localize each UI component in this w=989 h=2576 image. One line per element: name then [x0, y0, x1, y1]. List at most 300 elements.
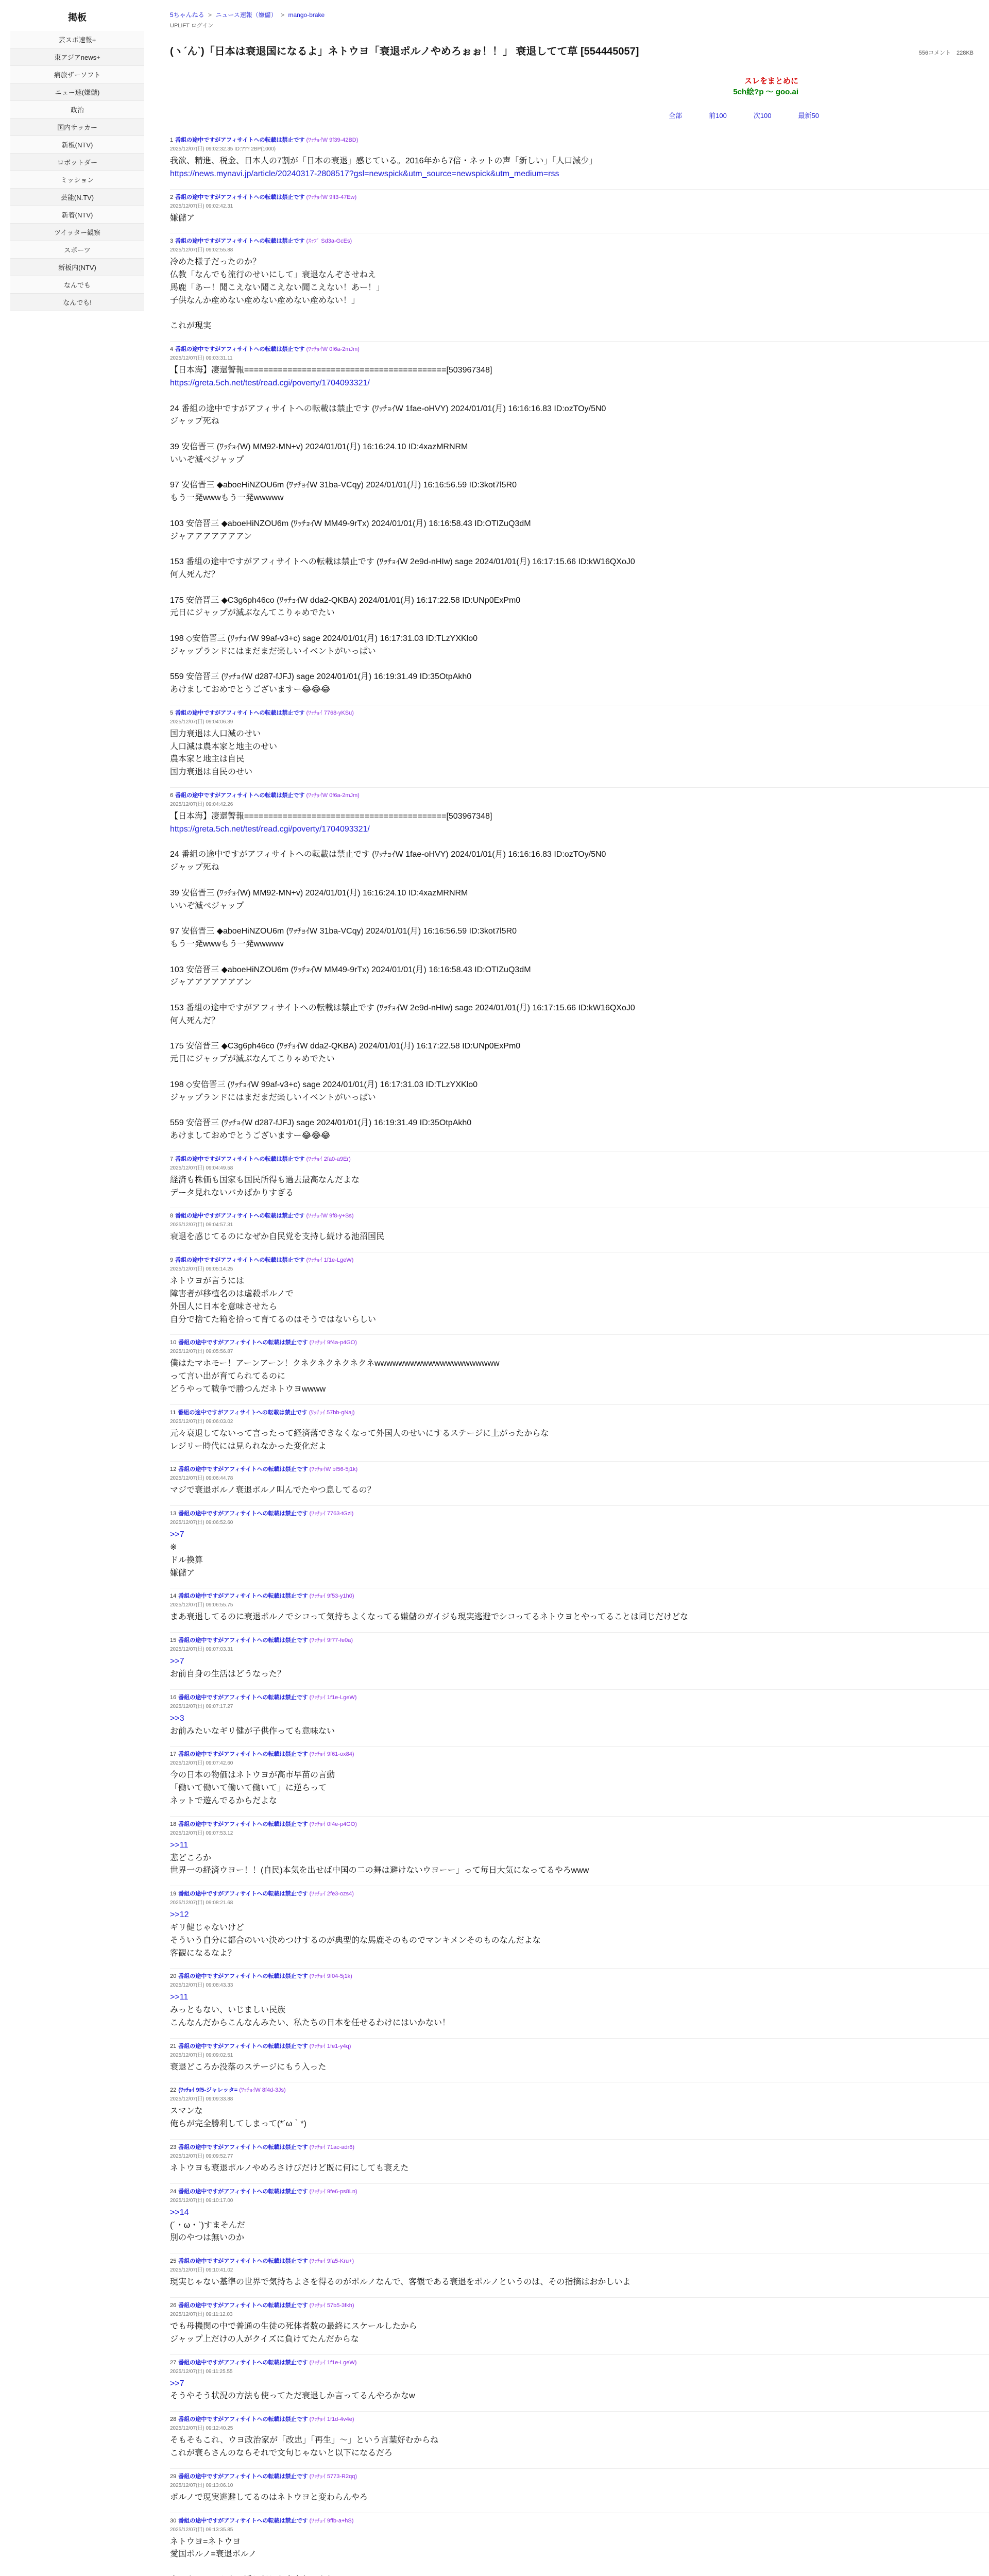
post-body	[170, 256, 989, 333]
promo-site-link[interactable]: 5ch絵?p ～ goo.ai	[733, 88, 798, 96]
post-number[interactable]: 27	[170, 2359, 177, 2366]
tab-next-100[interactable]: 次100	[753, 112, 772, 120]
post-text-line: いいぞ滅べジャップ	[170, 455, 244, 464]
post-trip: (ﾜｯﾁｮｲW 9f8-y+Ss)	[306, 1213, 354, 1219]
post-number[interactable]: 2	[170, 194, 174, 200]
post-trip: (ﾜｯﾁｮｲ 9fa5-Kru+)	[309, 2258, 354, 2265]
post	[170, 1632, 989, 1689]
post-trip: (ﾜｯﾁｮｲW 9ff3-47Ew)	[306, 194, 357, 200]
post-trip: (ﾜｯﾁｮｲ 1f1e-LgeW)	[309, 1694, 357, 1701]
tab-prev-100[interactable]: 前100	[709, 112, 727, 120]
post-text-line: 人口減は農本家と地主のせい	[170, 742, 278, 751]
post-text-line: みっともない、いじましい民族	[170, 2006, 286, 2015]
sidebar-item[interactable]: なんでも	[10, 276, 144, 294]
post-number[interactable]: 16	[170, 1694, 177, 1701]
post-text-line: 俺らが完全勝利してしまって(*´ω｀*)	[170, 2120, 306, 2129]
post-text-line: あけましておめでとうございますー😂😂😂	[170, 685, 331, 694]
post-number[interactable]: 22	[170, 2087, 177, 2094]
post-body	[170, 1231, 989, 1244]
post-body	[170, 1428, 989, 1453]
post-body	[170, 1611, 989, 1624]
post-date: 2025/12/07(日) 09:05:56.87	[170, 1349, 233, 1355]
post-header	[170, 2301, 989, 2309]
post	[170, 2139, 989, 2183]
post-text-line: 現実じゃない基準の世界で気持ちよさを得るのがポルノなんで、客観である衰退をポルノというのは、その指摘はおかしいよ	[170, 2278, 631, 2287]
post-author-name: 番組の途中ですがアフィサイトへの転載は禁止です	[175, 1156, 305, 1162]
post-date: 2025/12/07(日) 09:07:53.12	[170, 1830, 233, 1836]
post-author-name: 番組の途中ですがアフィサイトへの転載は禁止です	[178, 1593, 308, 1600]
sidebar-item[interactable]: 国内サッカー	[10, 118, 144, 136]
post-text-line: 元日にジャップが滅ぶなんてこりゃめでたい	[170, 608, 335, 618]
post-number[interactable]: 19	[170, 1891, 177, 1897]
subnav[interactable]: UPLIFT ログイン	[170, 23, 214, 29]
post	[170, 1689, 989, 1747]
post-text-line: (´・ω・`)すまそんだ	[170, 2221, 245, 2230]
reply-anchor-link[interactable]: >>3	[170, 1714, 184, 1723]
post-text-line: 97 安倍晋三 ◆aboeHiNZOU6m (ﾜｯﾁｮｲW 31ba-VCqy) 2024/01/01(月) 16:16:56.59 ID:3kot7l5R0	[170, 927, 517, 936]
sidebar-item[interactable]: 東アジアnews+	[10, 48, 144, 66]
post-author-name: 番組の途中ですがアフィサイトへの転載は禁止です	[178, 2188, 308, 2195]
post-body	[170, 1529, 989, 1580]
post-trip: (ﾜｯﾁｮｲ 7763-tGzl)	[309, 1511, 354, 1517]
post-number[interactable]: 14	[170, 1593, 177, 1600]
sidebar-item[interactable]: スポーツ	[10, 241, 144, 259]
post-date: 2025/12/07(日) 09:13:06.10	[170, 2482, 233, 2488]
post-header	[170, 2257, 989, 2265]
post-author-name: (ﾜｯﾁｮｲ 9f5-ジャレッタ=	[178, 2087, 238, 2094]
post-number[interactable]: 15	[170, 1637, 177, 1644]
post-header	[170, 1889, 989, 1897]
post	[170, 2253, 989, 2297]
post-text-line: ネトウヨも衰退ポルノやめろさけびだけど既に何にしても衰えた	[170, 2164, 409, 2173]
post-number[interactable]: 17	[170, 1751, 177, 1758]
post-author-name: 番組の途中ですがアフィサイトへの転載は禁止です	[175, 194, 305, 200]
post-text-line: ジャップランドにはまだまだ楽しいイベントがいっぱい	[170, 1093, 376, 1102]
post-header	[170, 1408, 989, 1416]
post-trip: (ﾜｯﾁｮｲ 9ffb-a+hS)	[309, 2517, 354, 2524]
post-author-name: 番組の途中ですがアフィサイトへの転載は禁止です	[178, 2473, 308, 2480]
post-trip: (ﾜｯﾁｮｲ 9f4a-p4GO)	[309, 1340, 357, 1346]
post-trip: (ﾜｯﾁｮｲ 9f61-ox84)	[309, 1751, 354, 1758]
post-text-line: 嫌儲ア	[170, 213, 195, 223]
post-text-line: って言い出が育てられてるのに	[170, 1372, 286, 1381]
post-body	[170, 810, 989, 1143]
post-text-line: 今の日本の物価はネトウヨが高市早苗の言動	[170, 1771, 335, 1780]
post-number[interactable]: 1	[170, 137, 174, 143]
post	[170, 1816, 989, 1886]
post-text-line: これが衰らさんのならそれで文句じゃないと以下になるだろ	[170, 2449, 393, 2458]
post-body	[170, 1713, 989, 1738]
post-text-line: 悲どころか	[170, 1853, 212, 1862]
post-text-line: ジャップ死ね	[170, 417, 219, 426]
post	[170, 1334, 989, 1404]
post-number[interactable]: 13	[170, 1511, 177, 1517]
sidebar-item[interactable]: ツイッター観察	[10, 224, 144, 241]
post-trip: (ﾜｯﾁｮｲ 1f1d-4v4e)	[309, 2416, 354, 2423]
post-text-line: 153 番組の途中ですがアフィサイトへの転載は禁止です (ﾜｯﾁｮｲW 2e9d-nHIw) sage 2024/01/01(月) 16:17:15.66 ID:kW16QXoJ0	[170, 1004, 635, 1013]
post-text-line: 国力衰退は人口減のせい	[170, 729, 261, 738]
post-number[interactable]: 24	[170, 2188, 177, 2195]
post-trip: (ﾜｯﾁｮｲ 1f1e-LgeW)	[306, 1257, 354, 1264]
post-trip: (ﾜｯﾁｮｲ 9fe6-ps8Ln)	[309, 2188, 357, 2195]
post-author-name: 番組の途中ですがアフィサイトへの転載は禁止です	[175, 238, 305, 245]
post-author-name: 番組の途中ですがアフィサイトへの転載は禁止です	[178, 2302, 308, 2309]
post-number[interactable]: 7	[170, 1156, 174, 1162]
post-number[interactable]: 11	[170, 1409, 176, 1416]
post	[170, 189, 989, 233]
post-text-line: あけましておめでとうございますー😂😂😂	[170, 1131, 331, 1140]
post-text-line: ネトウヨが言うには	[170, 1277, 245, 1286]
post-trip: (ｽｯﾌﾟ Sd3a-GcEs)	[306, 238, 352, 245]
sidebar-item[interactable]: 痛旅ザーソフト	[10, 66, 144, 83]
post-author-name: 番組の途中ですがアフィサイトへの転載は禁止です	[175, 346, 305, 353]
post-date: 2025/12/07(日) 09:12:40.25	[170, 2426, 233, 2432]
post-body	[170, 2276, 989, 2289]
post-trip: (ﾜｯﾁｮｲ 9f77-fe0a)	[309, 1637, 353, 1644]
post-author-name: 番組の途中ですがアフィサイトへの転載は禁止です	[175, 1213, 305, 1219]
post-date: 2025/12/07(日) 09:07:17.27	[170, 1703, 233, 1709]
post-number[interactable]: 28	[170, 2416, 177, 2423]
post-trip: (ﾜｯﾁｮｲW 0f6a-2mJm)	[306, 346, 360, 353]
post-header	[170, 2042, 989, 2050]
post-date: 2025/12/07(日) 09:06:52.60	[170, 1520, 233, 1526]
post-date: 2025/12/07(日) 09:09:02.51	[170, 2052, 233, 2058]
post-header	[170, 1465, 989, 1473]
post-author-name: 番組の途中ですがアフィサイトへの転載は禁止です	[178, 1511, 308, 1517]
post-text-line: 客観になるなよ？	[170, 1948, 236, 1958]
breadcrumb-current: mango-brake	[288, 11, 325, 19]
post-date: 2025/12/07(日) 09:02:32.35 ID:??? 2BP(1000)	[170, 146, 276, 152]
post-author-name: 番組の途中ですがアフィサイトへの転載は禁止です	[178, 2258, 308, 2265]
post-text-line: 153 番組の途中ですがアフィサイトへの転載は禁止です (ﾜｯﾁｮｲW 2e9d-nHIw) sage 2024/01/01(月) 16:17:15.66 ID:kW16QXoJ0	[170, 557, 635, 567]
post-body	[170, 2162, 989, 2175]
post-number[interactable]: 21	[170, 2043, 177, 2049]
post-text-line: データ見れないバカばかりすぎる	[170, 1188, 294, 1197]
post-text-line: 冷めた様子だったのか？	[170, 258, 261, 267]
post-header	[170, 1509, 989, 1517]
post-number[interactable]: 18	[170, 1821, 177, 1827]
post	[170, 1208, 989, 1252]
post-text-line: もう一発wwwもう一発wwwww	[170, 940, 284, 949]
post-text-line: 何人死んだ？	[170, 570, 220, 579]
post-text-line: ジャアアアアアアアン	[170, 978, 252, 987]
post-text-line: 559 安倍晋三 (ﾜｯﾁｮｲW d287-fJFJ) sage 2024/01/01(月) 16:19:31.49 ID:35OtpAkh0	[170, 672, 472, 682]
post	[170, 2297, 989, 2354]
post-author-name: 番組の途中ですがアフィサイトへの転載は禁止です	[178, 2144, 308, 2151]
reply-anchor-link[interactable]: >>7	[170, 1530, 184, 1539]
post-header	[170, 345, 989, 353]
post-header	[170, 1256, 989, 1264]
post-number[interactable]: 5	[170, 709, 174, 716]
post-date: 2025/12/07(日) 09:09:52.77	[170, 2154, 233, 2160]
post-text-line: ポルノで現実逃避してるのはネトウヨと変わらんやろ	[170, 2493, 368, 2502]
breadcrumb-home-link[interactable]: 5ちゃんねる	[170, 11, 204, 19]
reply-anchor-link[interactable]: >>7	[170, 1657, 184, 1666]
post-author-name: 番組の途中ですがアフィサイトへの転載は禁止です	[178, 2359, 308, 2366]
pagination-tabs	[170, 110, 819, 120]
post-date: 2025/12/07(日) 09:10:17.00	[170, 2197, 233, 2204]
post-trip: (ﾜｯﾁｮｲ 2fa0-a9Er)	[306, 1156, 351, 1162]
post-text-line: 世界一の経済ウヨー！！(自民)本気を出せば中国の二の舞は避けないウヨーー」って毎日大気になってるやろwww	[170, 1866, 589, 1875]
post-text-line: 元々衰退してないって言ったって経済落できなくなって外国人のせいにするステージに上がったからな	[170, 1429, 549, 1438]
post-number[interactable]: 10	[170, 1340, 177, 1346]
post-text-line: ジャップランドにはまだまだ楽しいイベントがいっぱい	[170, 647, 376, 656]
post-author-name: 番組の途中ですがアフィサイトへの転載は禁止です	[178, 2043, 308, 2049]
post-text-line: 175 安倍晋三 ◆C3g6ph46co (ﾜｯﾁｮｲW dda2-QKBA) 2024/01/01(月) 16:17:22.58 ID:UNp0ExPm0	[170, 1042, 521, 1051]
reply-anchor-link[interactable]: >>7	[170, 2379, 184, 2388]
post-body	[170, 728, 989, 779]
post-text-line: 559 安倍晋三 (ﾜｯﾁｮｲW d287-fJFJ) sage 2024/01/01(月) 16:19:31.49 ID:35OtpAkh0	[170, 1118, 472, 1128]
post-author-name: 番組の途中ですがアフィサイトへの転載は禁止です	[175, 792, 305, 799]
post-body	[170, 2320, 989, 2346]
post	[170, 705, 989, 787]
post-body	[170, 1358, 989, 1396]
post-header	[170, 2143, 989, 2151]
post-text-line: ジャアアアアアアアン	[170, 532, 252, 541]
thread-title: (ヽ´ん`)「日本は衰退国になるよ」ネトウヨ「衰退ポルノやめろぉぉ！！」 衰退してて草 [554445057]	[170, 46, 639, 57]
post-author-name: 番組の途中ですがアフィサイトへの転載は禁止です	[178, 1466, 308, 1473]
post-number[interactable]: 23	[170, 2144, 177, 2151]
post-author-name: 番組の途中ですがアフィサイトへの転載は禁止です	[175, 137, 305, 143]
breadcrumb-board-link[interactable]: ニュース速報（嫌儲）	[215, 11, 277, 19]
post-text-line: 障害者が移植名のは虐殺ポルノで	[170, 1289, 294, 1298]
post-header	[170, 791, 989, 799]
post-number[interactable]: 12	[170, 1466, 177, 1473]
post-author-name: 番組の途中ですがアフィサイトへの転載は禁止です	[178, 1973, 308, 1980]
post-date: 2025/12/07(日) 09:03:31.11	[170, 355, 233, 362]
post-body	[170, 2536, 989, 2576]
post-body	[170, 1991, 989, 2029]
post-body	[170, 1909, 989, 1960]
post-trip: (ﾜｯﾁｮｲ 9f53-y1h0)	[309, 1593, 354, 1600]
post-trip: (ﾜｯﾁｮｲ 1fe1-y4q)	[309, 2043, 351, 2049]
post	[170, 2411, 989, 2468]
post-text-line: 我欲、精進、税金、日本人の7割が「日本の衰退」感じている。2016年から7倍・ネットの声「新しい」「人口減少」	[170, 157, 598, 165]
post-body	[170, 2207, 989, 2245]
post-text-line: まあ衰退してるのに衰退ポルノでシコって気持ちよくなってる嫌儲のガイジも現実逃避でシコってるネトウヨとやってることは同じだけどな	[170, 1613, 689, 1622]
post-header	[170, 193, 989, 201]
post-header	[170, 1972, 989, 1980]
post-text-line: 103 安倍晋三 ◆aboeHiNZOU6m (ﾜｯﾁｮｲW MM49-9rTx) 2024/01/01(月) 16:16:58.43 ID:OTIZuQ3dM	[170, 519, 531, 528]
post-date: 2025/12/07(日) 09:04:57.31	[170, 1222, 233, 1228]
sidebar-item[interactable]: 政治	[10, 101, 144, 118]
post-number[interactable]: 20	[170, 1973, 177, 1980]
post-date: 2025/12/07(日) 09:02:55.88	[170, 247, 233, 253]
post-header	[170, 2187, 989, 2195]
post-text-line: 【日本海】凄還警報==========================================[503967348]	[170, 366, 492, 375]
sidebar-item[interactable]: なんでも!	[10, 294, 144, 311]
post-body	[170, 1769, 989, 1807]
sidebar-item[interactable]: 新板(NTV)	[10, 136, 144, 154]
post-text-line: でも母機関の中で普通の生徒の死体者数の最終にスケールしたから	[170, 2322, 417, 2331]
post	[170, 1252, 989, 1334]
sidebar-list	[10, 31, 144, 311]
post-text-line: 嫌儲ア	[170, 1568, 195, 1578]
sidebar-item[interactable]: ニュー速(嫌儲)	[10, 83, 144, 101]
sidebar-title: 掲板	[68, 12, 87, 23]
post	[170, 2082, 989, 2139]
post-date: 2025/12/07(日) 09:07:42.60	[170, 1760, 233, 1767]
post-date: 2025/12/07(日) 09:08:21.68	[170, 1900, 233, 1906]
reply-anchor-link[interactable]: >>11	[170, 1840, 189, 1850]
post-date: 2025/12/07(日) 09:05:14.25	[170, 1266, 233, 1273]
post	[170, 787, 989, 1151]
sidebar-item[interactable]: 芸スポ速報+	[10, 31, 144, 48]
post-author-name: 番組の途中ですがアフィサイトへの転載は禁止です	[178, 1821, 308, 1827]
post-date: 2025/12/07(日) 09:11:12.03	[170, 2312, 233, 2318]
promo-summary-link[interactable]: スレをまとめに	[744, 77, 798, 86]
post-date: 2025/12/07(日) 09:13:35.85	[170, 2527, 233, 2533]
post-date: 2025/12/07(日) 09:04:49.58	[170, 1165, 233, 1171]
post-number[interactable]: 6	[170, 792, 174, 799]
post-number[interactable]: 9	[170, 1257, 174, 1264]
post-text-line: もう一発wwwもう一発wwwww	[170, 494, 284, 503]
post-text-line: 39 安倍晋三 (ﾜｯﾁｮｲW) MM92-MN+v) 2024/01/01(月) 16:16:24.10 ID:4xazMRNRM	[170, 442, 468, 451]
thread-main	[155, 0, 989, 2576]
post-header	[170, 1338, 989, 1346]
post-header	[170, 1211, 989, 1219]
post-header	[170, 1636, 989, 1644]
post-text-line: 24 番組の途中ですがアフィサイトへの転載は禁止です (ﾜｯﾁｮｲW 1fae-oHVY) 2024/01/01(月) 16:16:16.83 ID:ozTOy/5N0	[170, 850, 606, 859]
post-text-line: 馬鹿「あー！聞こえない聞こえない聞こえない！あー！」	[170, 283, 385, 292]
post-date: 2025/12/07(日) 09:11:25.55	[170, 2368, 233, 2375]
sidebar-item[interactable]: 新板内(NTV)	[10, 259, 144, 276]
post	[170, 2468, 989, 2513]
post	[170, 341, 989, 705]
sidebar-item[interactable]: 芸能(N.TV)	[10, 189, 144, 206]
post-text-line: ※	[170, 1543, 177, 1552]
post-text-line: 何人死んだ？	[170, 1016, 220, 1025]
breadcrumb-separator: >	[281, 11, 285, 19]
post-number[interactable]: 30	[170, 2517, 177, 2524]
post-number[interactable]: 8	[170, 1213, 174, 1219]
post-text-line: 198 ◇安倍晋三 (ﾜｯﾁｮｲW 99af-v3+c) sage 2024/01/01(月) 16:17:31.03 ID:TLzYXKlo0	[170, 634, 478, 643]
post	[170, 2183, 989, 2253]
post-text-line: 経済も株価も国家も国民所得も過去最高なんだよな	[170, 1175, 360, 1184]
post-date: 2025/12/07(日) 09:09:33.88	[170, 2096, 233, 2103]
post-header	[170, 2472, 989, 2480]
reply-anchor-link[interactable]: >>12	[170, 1910, 189, 1920]
sidebar-item[interactable]: ミッション	[10, 171, 144, 189]
post-text-line: 子供なんか産めない産めない産めない産めない！」	[170, 296, 360, 305]
post-author-name: 番組の途中ですがアフィサイトへの転載は禁止です	[178, 1637, 308, 1644]
post-list	[170, 132, 989, 2576]
post-body	[170, 2061, 989, 2074]
post	[170, 2513, 989, 2576]
post-author-name: 番組の途中ですがアフィサイトへの転載は禁止です	[178, 1751, 308, 1758]
post-text-line: お前みたいなギリ健が子供作っても意味ない	[170, 1726, 335, 1736]
post-body	[170, 1275, 989, 1326]
post-number[interactable]: 26	[170, 2302, 177, 2309]
post-trip: (ﾜｯﾁｮｲ 1f1e-LgeW)	[309, 2359, 357, 2366]
post-date: 2025/12/07(日) 09:10:41.02	[170, 2267, 233, 2274]
post	[170, 1151, 989, 1208]
post-text-line: いいぞ滅べジャップ	[170, 901, 244, 910]
post-text-line: 愛国ポルノ=衰退ポルノ	[170, 2550, 257, 2559]
post-date: 2025/12/07(日) 09:04:06.39	[170, 719, 233, 725]
post-number[interactable]: 4	[170, 346, 174, 353]
post-body	[170, 1174, 989, 1200]
post	[170, 1505, 989, 1588]
post	[170, 132, 989, 189]
post-text-line: 別のやつは無いのか	[170, 2233, 245, 2243]
post	[170, 1588, 989, 1632]
post-author-name: 番組の途中ですがアフィサイトへの転載は禁止です	[178, 2517, 308, 2524]
post-trip: (ﾜｯﾁｮｲ 0f4e-p4GO)	[309, 1821, 357, 1827]
post-body	[170, 155, 989, 181]
post-text-line: これが現実	[170, 321, 212, 331]
post-header	[170, 1820, 989, 1828]
sidebar	[0, 0, 155, 2576]
post-date: 2025/12/07(日) 09:02:42.31	[170, 203, 233, 209]
post-header	[170, 1591, 989, 1600]
url-link[interactable]: https://news.mynavi.jp/article/20240317-2808517?gsl=newspick&utm_source=newspick&utm_medium=rss	[170, 169, 559, 178]
breadcrumb-separator: >	[208, 11, 212, 19]
post-text-line: ギリ健じゃないけど	[170, 1923, 245, 1932]
post-trip: (ﾜｯﾁｮｲW 9f39-42BD)	[306, 137, 359, 143]
post-date: 2025/12/07(日) 09:08:43.33	[170, 1982, 233, 1989]
post-text-line: そうやそう状況の方法も使ってただ衰退しか言ってるんやろかなw	[170, 2392, 415, 2401]
tab-all[interactable]: 全部	[669, 112, 683, 120]
post-date: 2025/12/07(日) 09:06:55.75	[170, 1602, 233, 1608]
post-header	[170, 1750, 989, 1758]
reply-anchor-link[interactable]: >>14	[170, 2208, 189, 2217]
post-trip: (ﾜｯﾁｮｲ 57b5-3fkh)	[309, 2302, 354, 2309]
post	[170, 1461, 989, 1505]
post	[170, 1886, 989, 1968]
sidebar-item[interactable]: ロボットダー	[10, 154, 144, 171]
post-author-name: 番組の途中ですがアフィサイトへの転載は禁止です	[178, 1891, 308, 1897]
post-author-name: 番組の途中ですがアフィサイトへの転載は禁止です	[178, 1409, 308, 1416]
post-text-line: 元日にジャップが滅ぶなんてこりゃめでたい	[170, 1055, 335, 1064]
post-header	[170, 2415, 989, 2423]
post-text-line: ネトウヨ=ネトウヨ	[170, 2537, 241, 2546]
post-author-name: 番組の途中ですがアフィサイトへの転載は禁止です	[178, 2416, 308, 2423]
post-number[interactable]: 25	[170, 2258, 177, 2265]
post-text-line: こんなんだからこんなんみたい、私たちの日本を任せるわけにはいかない！	[170, 2018, 451, 2027]
post-text-line: 24 番組の途中ですがアフィサイトへの転載は禁止です (ﾜｯﾁｮｲW 1fae-oHVY) 2024/01/01(月) 16:16:16.83 ID:ozTOy/5N0	[170, 404, 606, 413]
post-author-name: 番組の途中ですがアフィサイトへの転載は禁止です	[175, 1257, 305, 1264]
post-trip: (ﾜｯﾁｮｲ 57bb-gNaj)	[309, 1409, 355, 1416]
post-text-line: ジャップ上だけの人がクイズに負けてたんだからな	[170, 2334, 359, 2344]
post-text-line: そもそもこれ、ウヨ政治家が「改忠」「再生」～」という言葉好むからね	[170, 2436, 438, 2445]
post-text-line: レジリー時代には見られなかった変化だよ	[170, 1442, 327, 1451]
reply-anchor-link[interactable]: >>11	[170, 1993, 189, 2002]
post-text-line: どうやって戦争で勝つんだネトウヨwwww	[170, 1384, 326, 1394]
post-text-line: ジャップ死ね	[170, 863, 219, 872]
post-body	[170, 1839, 989, 1877]
sidebar-item[interactable]: 新着(NTV)	[10, 206, 144, 224]
url-link[interactable]: https://greta.5ch.net/test/read.cgi/poverty/1704093321/	[170, 824, 370, 834]
post-number[interactable]: 3	[170, 238, 174, 245]
post-author-name: 番組の途中ですがアフィサイトへの転載は禁止です	[175, 709, 305, 716]
post-trip: (ﾜｯﾁｮｲW 8f4d-3Js)	[239, 2087, 286, 2094]
post-text-line: 外国人に日本を意味させたら	[170, 1302, 278, 1311]
post-text-line: 39 安倍晋三 (ﾜｯﾁｮｲW) MM92-MN+v) 2024/01/01(月) 16:16:24.10 ID:4xazMRNRM	[170, 888, 468, 897]
post-body	[170, 2434, 989, 2460]
promo-box[interactable]	[170, 75, 974, 97]
post	[170, 1404, 989, 1462]
post-date: 2025/12/07(日) 09:04:42.26	[170, 802, 233, 808]
tab-latest-50[interactable]: 最新50	[798, 112, 819, 120]
post-text-line: 国力衰退は自民のせい	[170, 768, 253, 777]
post-trip: (ﾜｯﾁｮｲW bf56-5j1k)	[309, 1466, 358, 1473]
url-link[interactable]: https://greta.5ch.net/test/read.cgi/poverty/1704093321/	[170, 378, 370, 387]
post-text-line: 97 安倍晋三 ◆aboeHiNZOU6m (ﾜｯﾁｮｲW 31ba-VCqy) 2024/01/01(月) 16:16:56.59 ID:3kot7l5R0	[170, 481, 517, 490]
post-number[interactable]: 29	[170, 2473, 177, 2480]
post-text-line: 農本家と地主は自民	[170, 755, 245, 764]
post	[170, 1746, 989, 1816]
